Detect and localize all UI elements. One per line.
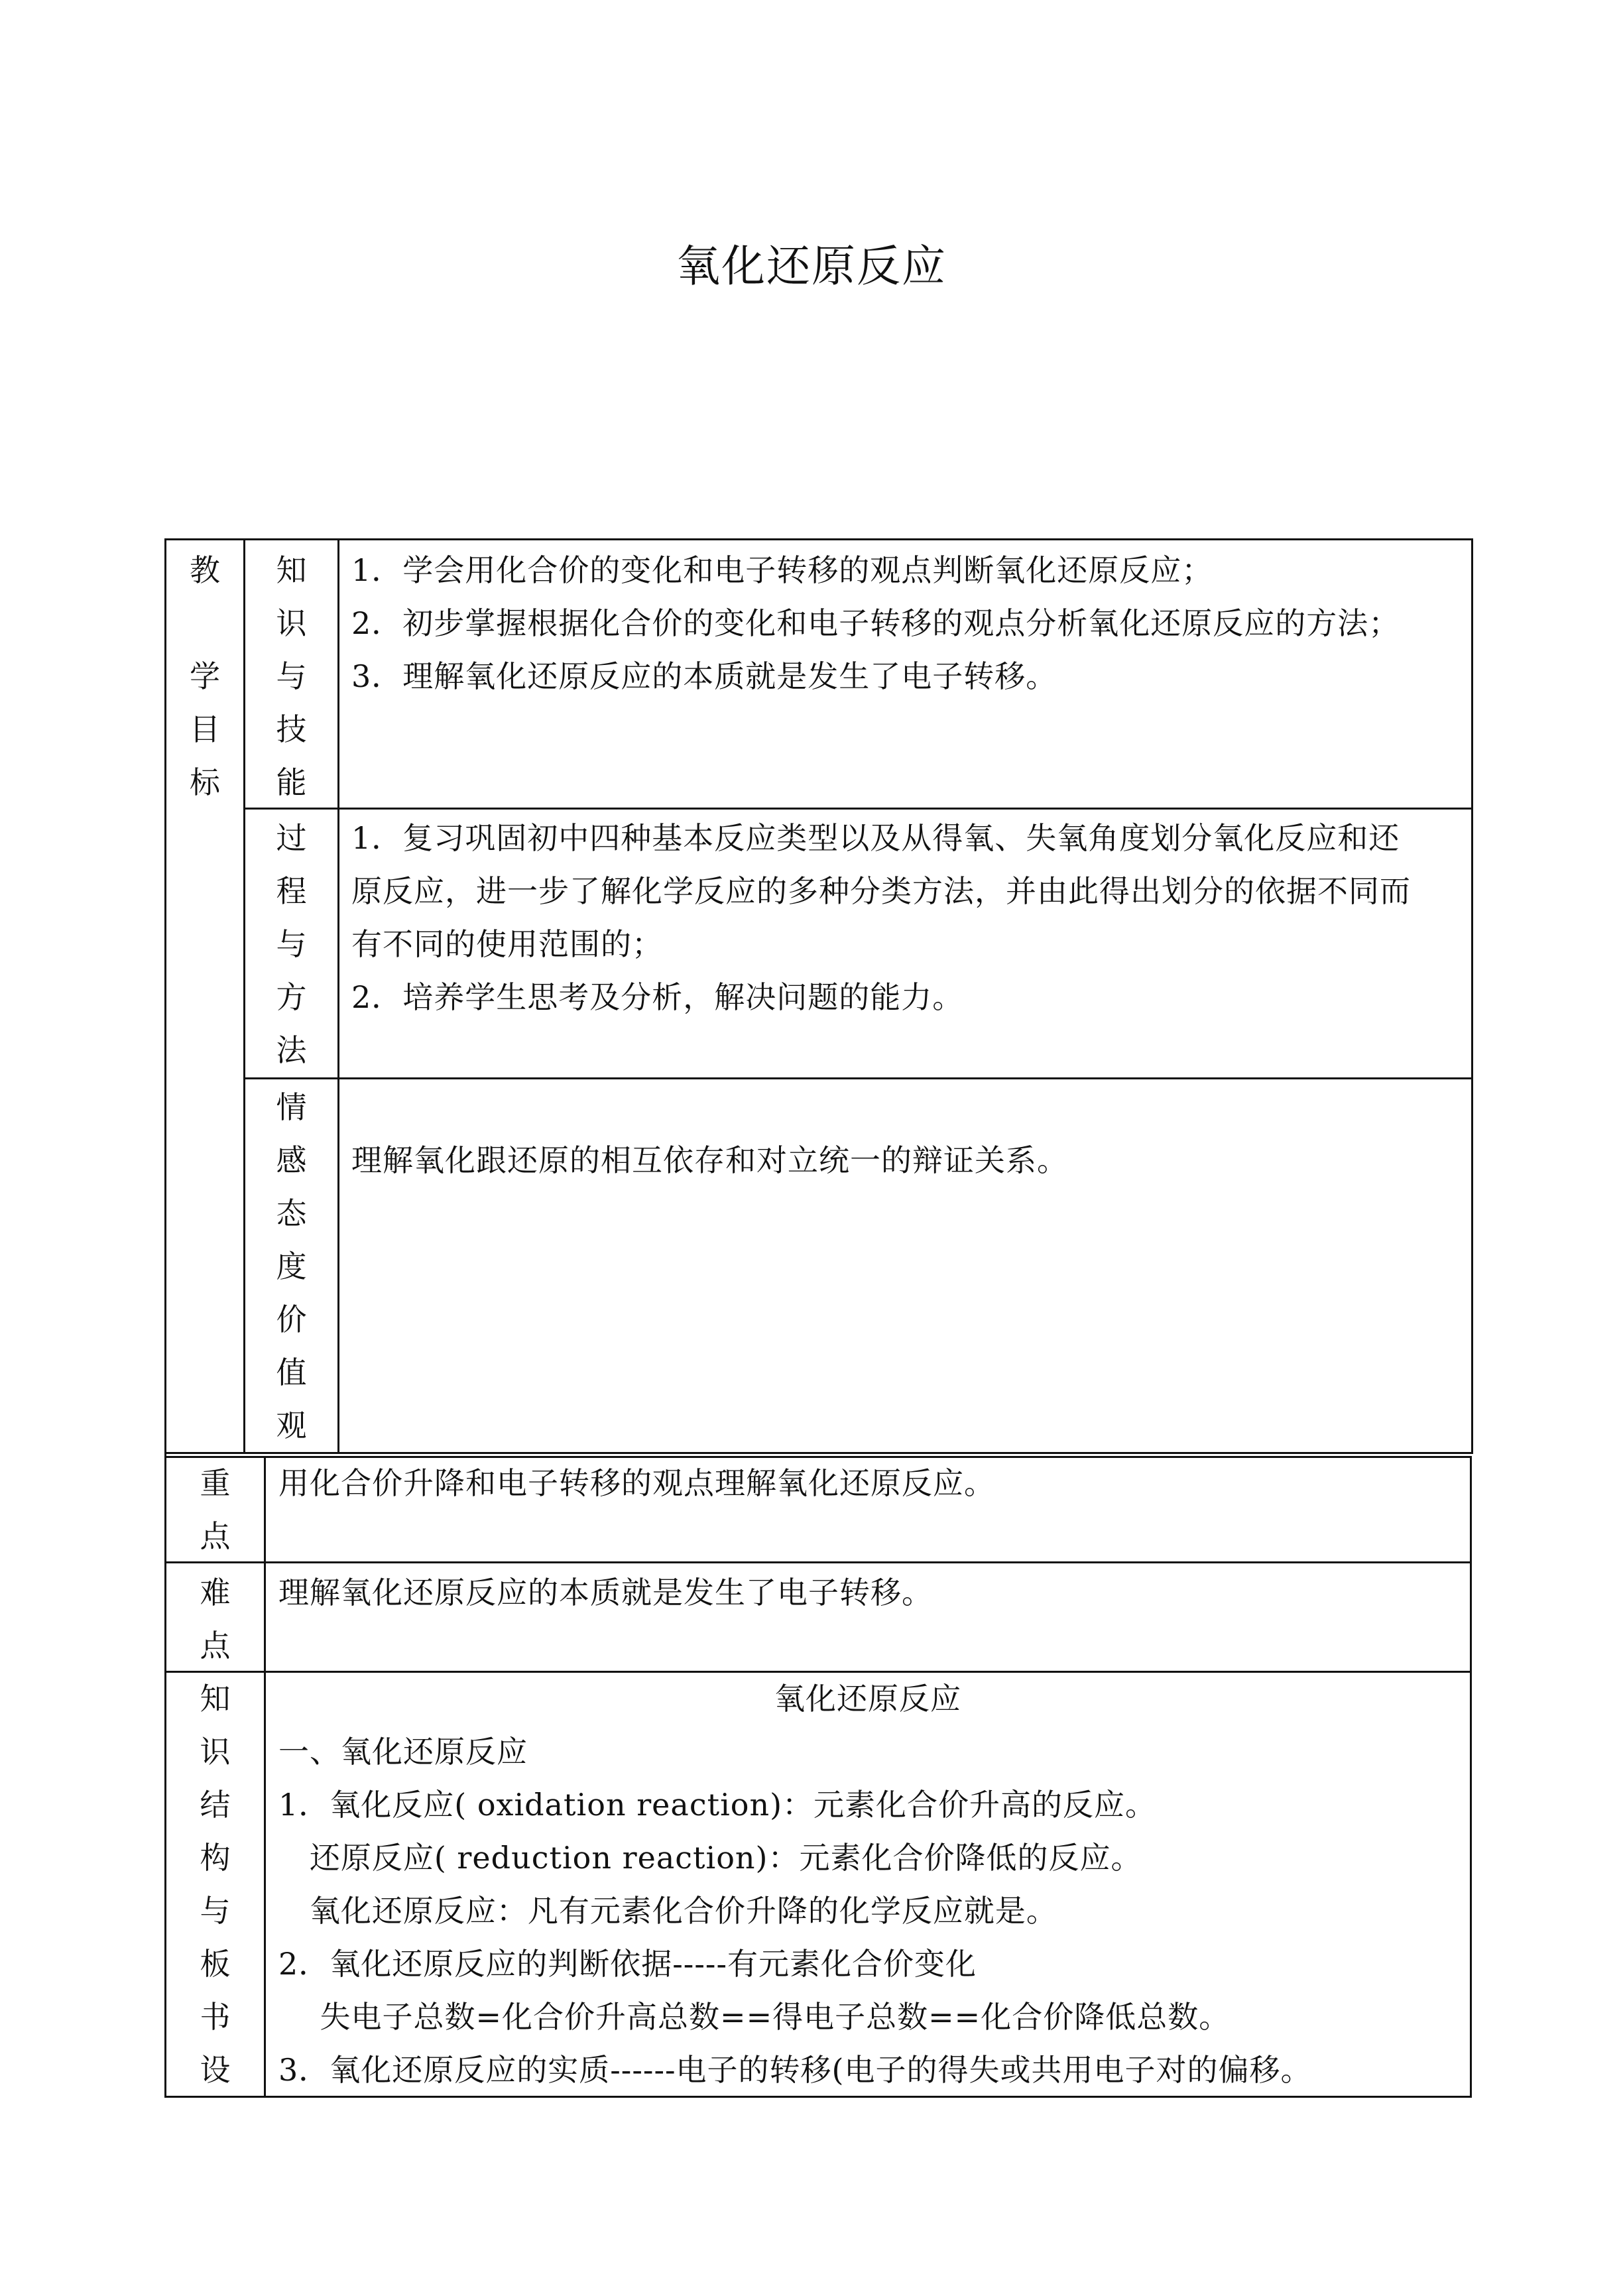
content-line: 1．复习巩固初中四种基本反应类型以及从得氧、失氧角度划分氧化反应和还 xyxy=(351,820,1400,856)
objectives-label-char: 教 xyxy=(190,552,220,588)
label-char: 能 xyxy=(276,764,307,800)
label-char: 与 xyxy=(200,1893,231,1929)
label-char: 构 xyxy=(200,1840,231,1876)
label-char: 识 xyxy=(276,605,307,641)
label-char: 与 xyxy=(276,926,307,962)
label-char: 重 xyxy=(200,1465,231,1501)
key-point-bottom xyxy=(164,1561,1472,1563)
knowledge-skills-content xyxy=(351,544,1465,703)
label-char: 与 xyxy=(276,658,307,694)
label-char: 识 xyxy=(200,1734,231,1770)
objectives-label-char: 标 xyxy=(190,764,220,800)
board-line: 3．氧化还原反应的实质------电子的转移(电子的得失或共用电子对的偏移。 xyxy=(278,2052,1312,2088)
objectives-sublabel-divider xyxy=(337,538,339,1453)
label-char: 点 xyxy=(200,1628,231,1663)
content-line: 1．学会用化合价的变化和电子转移的观点判断氧化还原反应； xyxy=(351,552,1213,588)
objectives-row-divider-1 xyxy=(243,808,1473,810)
objectives-label-char: 目 xyxy=(190,711,220,747)
process-methods-content xyxy=(351,812,1465,1024)
attitudes-values-label xyxy=(245,1081,337,1452)
content-line: 理解氧化跟还原的相互依存和对立统一的辩证关系。 xyxy=(351,1142,1068,1178)
label-char: 知 xyxy=(200,1681,231,1717)
label-char: 过 xyxy=(276,820,307,856)
table-border-top xyxy=(164,538,1473,540)
board-line: 一、氧化还原反应 xyxy=(278,1734,528,1770)
board-line: 2．氧化还原反应的判断依据-----有元素化合价变化 xyxy=(278,1946,977,1982)
objectives-label xyxy=(166,544,243,809)
board-content xyxy=(278,1725,1465,2096)
board-line: 1．氧化反应( oxidation reaction)：元素化合价升高的反应。 xyxy=(278,1787,1157,1823)
label-char: 难 xyxy=(200,1575,231,1610)
difficulty-text: 理解氧化还原反应的本质就是发生了电子转移。 xyxy=(278,1575,933,1610)
label-char: 观 xyxy=(276,1408,307,1443)
page-title: 氧化还原反应 xyxy=(676,241,947,292)
label-char: 感 xyxy=(276,1142,307,1178)
label-char: 板 xyxy=(200,1946,231,1982)
content-line: 原反应，进一步了解化学反应的多种分类方法，并由此得出划分的依据不同而 xyxy=(351,873,1411,909)
lower-label-divider xyxy=(264,1456,266,2098)
label-char: 方 xyxy=(276,979,307,1015)
label-char: 结 xyxy=(200,1787,231,1823)
label-char: 情 xyxy=(276,1089,307,1125)
label-char: 知 xyxy=(276,552,307,588)
label-char: 价 xyxy=(276,1301,307,1337)
label-char: 度 xyxy=(276,1248,307,1284)
key-point-content xyxy=(278,1457,1465,1510)
table-border-right xyxy=(1471,538,1473,1453)
content-line: 2．初步掌握根据化合价的变化和电子转移的观点分析氧化还原反应的方法； xyxy=(351,605,1400,641)
key-point-text: 用化合价升降和电子转移的观点理解氧化还原反应。 xyxy=(278,1465,995,1501)
difficulty-content xyxy=(278,1566,1465,1619)
label-char: 设 xyxy=(200,2052,231,2088)
objectives-label-char: 学 xyxy=(190,658,220,694)
board-line: 失电子总数=化合价升高总数==得电子总数==化合价降低总数。 xyxy=(278,1999,1231,2035)
process-methods-label xyxy=(245,812,337,1077)
objectives-row-divider-2 xyxy=(243,1077,1473,1079)
difficulty-label xyxy=(166,1566,264,1672)
objectives-bottom xyxy=(164,1452,1473,1454)
content-line: 有不同的使用范围的； xyxy=(351,926,663,962)
board-heading: 氧化还原反应 xyxy=(774,1681,961,1717)
label-char: 技 xyxy=(276,711,307,747)
label-char: 法 xyxy=(276,1032,307,1068)
label-char: 点 xyxy=(200,1518,231,1554)
label-char: 态 xyxy=(276,1195,307,1231)
board-design-label xyxy=(166,1672,264,2096)
lower-table-right xyxy=(1470,1456,1472,2098)
label-char: 值 xyxy=(276,1355,307,1390)
attitudes-values-content xyxy=(351,1134,1465,1187)
key-point-label xyxy=(166,1457,264,1563)
content-line: 2．培养学生思考及分析，解决问题的能力。 xyxy=(351,979,964,1015)
label-char: 程 xyxy=(276,873,307,909)
board-line: 氧化还原反应：凡有元素化合价升降的化学反应就是。 xyxy=(278,1893,1057,1929)
knowledge-skills-label xyxy=(245,544,337,809)
label-char: 书 xyxy=(200,1999,231,2035)
content-line: 3．理解氧化还原反应的本质就是发生了电子转移。 xyxy=(351,658,1057,694)
board-line: 还原反应( reduction reaction)：元素化合价降低的反应。 xyxy=(278,1840,1142,1876)
